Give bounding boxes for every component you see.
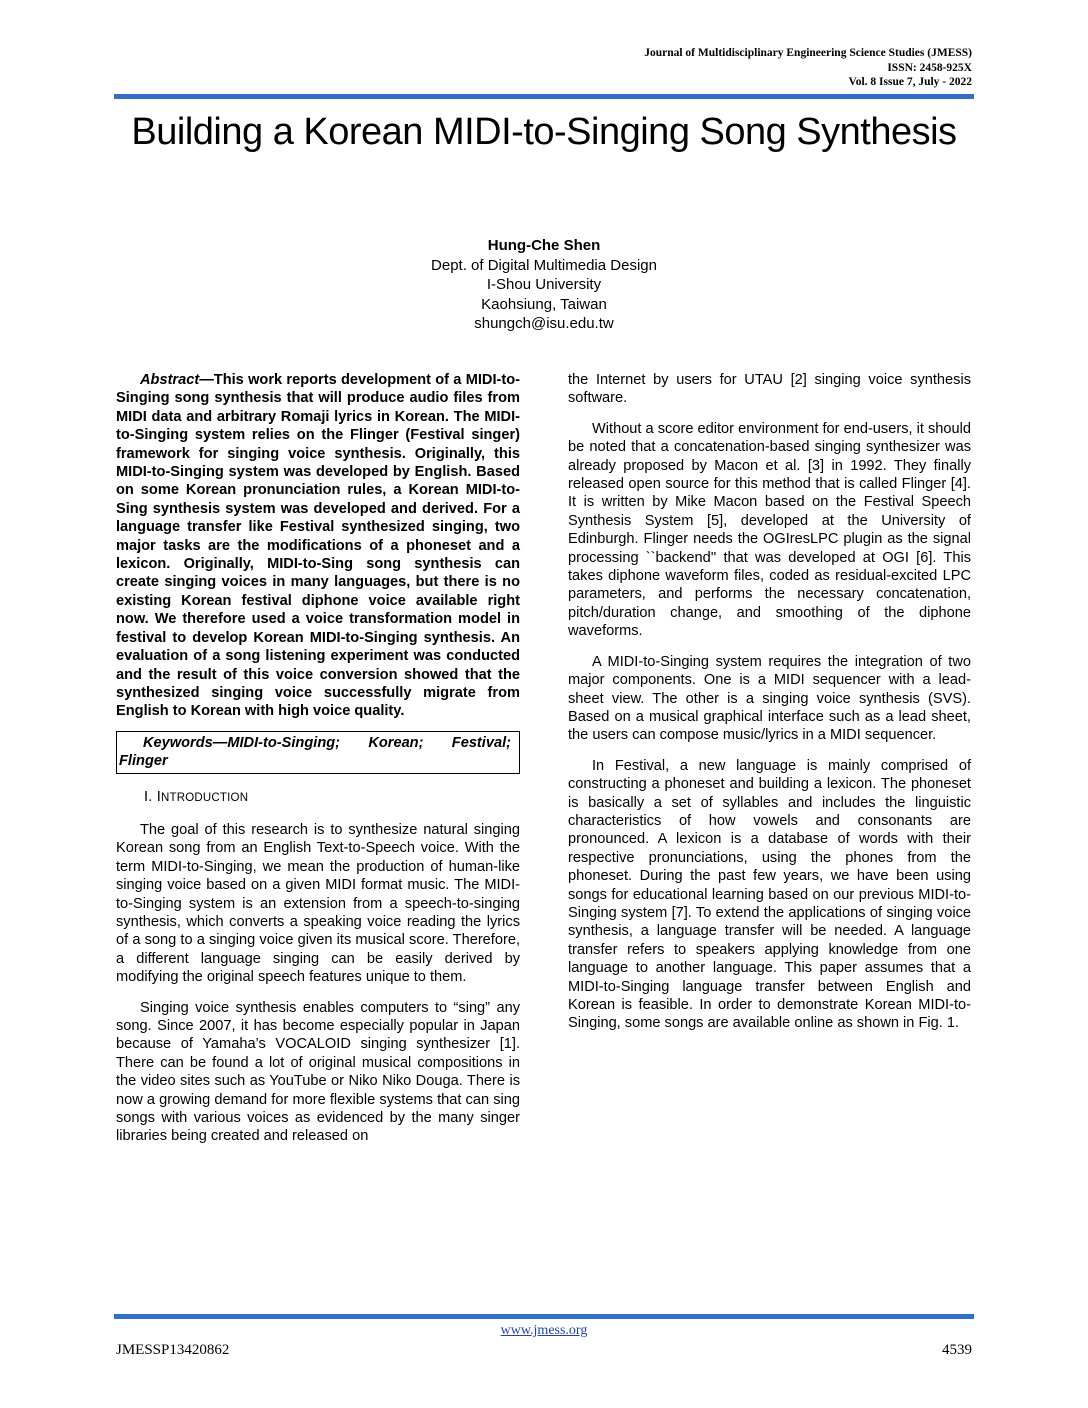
section-number: I.: [144, 788, 157, 805]
intro-paragraph-5: In Festival, a new language is mainly comprised of constructing a phoneset and building a lexicon. The phoneset is basically a set of syllables and includes the linguistic characteristics of how vowels and consonants are pronounced. A lexicon is a database of words with their respective pronunciations, using the phones from the phoneset. During the past few years, we have been using songs for educational learning based on our previous MIDI-to-Singing system [7]. To extend the applications of singing voice synthesis, a language transfer will be needed. A language transfer refers to speakers applying knowledge from one language to another language. This paper assumes that a MIDI-to-Singing language transfer between English and Korean is feasible. In order to demonstrate Korean MIDI-to-Singing, some songs are available online as shown in Fig. 1.: [568, 757, 971, 1032]
author-university: I-Shou University: [486, 276, 602, 293]
paper-id: JMESSP13420862: [116, 1342, 230, 1358]
keywords-box: Keywords—MIDI-to-Singing; Korean; Festival; Flinger: [116, 731, 520, 774]
left-column: [116, 371, 520, 1146]
abstract: [116, 371, 520, 721]
author-name: Hung-Che Shen: [487, 237, 601, 254]
journal-volume: Vol. 8 Issue 7, July - 2022: [848, 76, 972, 88]
page-number: 4539: [942, 1342, 972, 1358]
section-heading-introduction: [144, 788, 520, 807]
author-dept: Dept. of Digital Multimedia Design: [431, 256, 657, 274]
intro-paragraph-3: Without a score editor environment for end-users, it should be noted that a concatenation-based singing synthesizer was already proposed by Macon et al. [3] in 1992. They finally released open source for this method that is called Flinger [4]. It is written by Mike Macon based on the Festival Speech Synthesis System [5], developed at the University of Edinburgh. Flinger needs the OGIresLPC plugin as the signal processing ``backend'' that was developed at OGI [6]. This takes diphone waveform files, coded as residual-excited LPC parameters, and performs the necessary concatenation, pitch/duration change, and smoothing of the diphone waveforms.: [568, 420, 971, 640]
header-rule: [114, 94, 974, 99]
section-title-rest: NTRODUCTION: [161, 791, 249, 804]
author-block: [114, 236, 974, 334]
intro-paragraph-1: The goal of this research is to synthesize natural singing Korean song from an English Text-to-Speech voice. With the term MIDI-to-Singing, we mean the production of human-like singing voice based on a given MIDI format music. The MIDI-to-Singing system is an extension from a speech-to-singing synthesis, which converts a speaking voice reading the lyrics of a song to a singing voice given its musical score. Therefore, a different language singing can be easily derived by modifying the original speech features unique to them.: [116, 821, 520, 986]
abstract-label: Abstract—: [140, 372, 214, 388]
author-email: shungch@isu.edu.tw: [474, 315, 614, 332]
author-location: Kaohsiung, Taiwan: [481, 295, 607, 313]
intro-paragraph-4: A MIDI-to-Singing system requires the integration of two major components. One is a MIDI sequencer with a lead-sheet view. The other is a singing voice synthesis (SVS). Based on a musical graphical interface such as a lead sheet, the users can compose music/lyrics in a MIDI sequencer.: [568, 653, 971, 744]
journal-website-link[interactable]: [0, 1323, 1088, 1339]
journal-header: [644, 46, 972, 90]
journal-issn: ISSN: 2458-925X: [887, 61, 972, 74]
intro-paragraph-2-continued: the Internet by users for UTAU [2] singing voice synthesis software.: [568, 372, 971, 407]
right-column: [568, 371, 971, 1033]
journal-name: Journal of Multidisciplinary Engineering Science Studies (JMESS): [644, 47, 972, 59]
journal-website-text[interactable]: www.jmess.org: [500, 1323, 588, 1338]
abstract-text: This work reports development of a MIDI-to-Singing song synthesis that will produce audio files from MIDI data and arbitrary Romaji lyrics in Korean. The MIDI-to-Singing system relies on the Flinger (Festival singer) framework for singing voice synthesis. Originally, this MIDI-to-Singing system was developed by English. Based on some Korean pronunciation rules, a Korean MIDI-to-Sing synthesis system was developed and derived. For a language transfer like Festival synthesized singing, two major tasks are the modifications of a phoneset and a lexicon. Originally, MIDI-to-Sing song synthesis can create singing voices in many languages, but there is no existing Korean festival diphone voice available right now. We therefore used a voice transformation model in festival to develop Korean MIDI-to-Singing synthesis. An evaluation of a song listening experiment was conducted and the result of this voice conversion showed that the synthesized singing voice successfully migrate from English to Korean with high voice quality.: [116, 372, 520, 720]
intro-paragraph-2: Singing voice synthesis enables computers to “sing” any song. Since 2007, it has become especially popular in Japan because of Yamaha’s VOCALOID singing synthesizer [1]. There can be found a lot of original musical compositions in the video sites such as YouTube or Niko Niko Douga. There is now a growing demand for more flexible systems that can sing songs with various voices as evidenced by the many singer libraries being created and released on: [116, 999, 520, 1145]
footer-rule: [114, 1314, 974, 1319]
paper-title: Building a Korean MIDI-to-Singing Song Synthesis: [131, 111, 957, 153]
section-initial: I: [156, 788, 162, 805]
